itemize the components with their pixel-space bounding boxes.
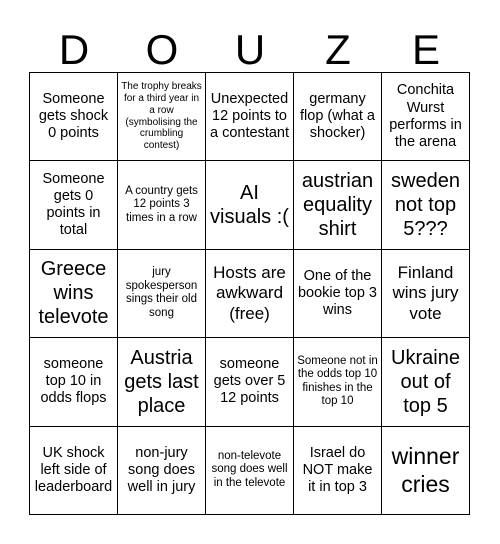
bingo-board [29, 72, 470, 515]
bingo-cell[interactable]: someone gets over 5 12 points [206, 338, 294, 426]
bingo-cell[interactable]: A country gets 12 points 3 times in a row [118, 161, 206, 249]
bingo-cell[interactable]: Conchita Wurst performs in the arena [382, 73, 470, 161]
bingo-cell[interactable]: non-jury song does well in jury [118, 427, 206, 515]
bingo-cell[interactable]: jury spokesperson sings their old song [118, 250, 206, 338]
bingo-cell[interactable]: someone top 10 in odds flops [30, 338, 118, 426]
header-letter-d: D [58, 26, 90, 73]
bingo-cell[interactable]: austrian equality shirt [294, 161, 382, 249]
bingo-header [30, 28, 470, 72]
header-letter-u: U [234, 26, 266, 73]
bingo-cell[interactable]: sweden not top 5??? [382, 161, 470, 249]
bingo-cell[interactable]: Finland wins jury vote [382, 250, 470, 338]
bingo-cell[interactable]: Greece wins televote [30, 250, 118, 338]
header-letter-z: Z [325, 26, 351, 73]
bingo-cell[interactable]: non-televote song does well in the televote [206, 427, 294, 515]
header-letter-e: E [411, 26, 440, 73]
bingo-cell[interactable]: AI visuals :( [206, 161, 294, 249]
bingo-cell[interactable]: winner cries [382, 427, 470, 515]
header-letter-o: O [145, 26, 179, 73]
bingo-cell[interactable]: Someone gets 0 points in total [30, 161, 118, 249]
bingo-cell[interactable]: Austria gets last place [118, 338, 206, 426]
bingo-cell[interactable]: Ukraine out of top 5 [382, 338, 470, 426]
bingo-cell[interactable]: Israel do NOT make it in top 3 [294, 427, 382, 515]
bingo-cell[interactable]: Hosts are awkward (free) [206, 250, 294, 338]
bingo-cell[interactable]: UK shock left side of leaderboard [30, 427, 118, 515]
bingo-cell[interactable]: Unexpected 12 points to a contestant [206, 73, 294, 161]
bingo-cell[interactable]: One of the bookie top 3 wins [294, 250, 382, 338]
bingo-cell[interactable]: Someone not in the odds top 10 finishes in the top 10 [294, 338, 382, 426]
bingo-cell[interactable]: The trophy breaks for a third year in a row (symbolising the crumbling contest) [118, 73, 206, 161]
bingo-cell[interactable]: germany flop (what a shocker) [294, 73, 382, 161]
bingo-cell[interactable]: Someone gets shock 0 points [30, 73, 118, 161]
